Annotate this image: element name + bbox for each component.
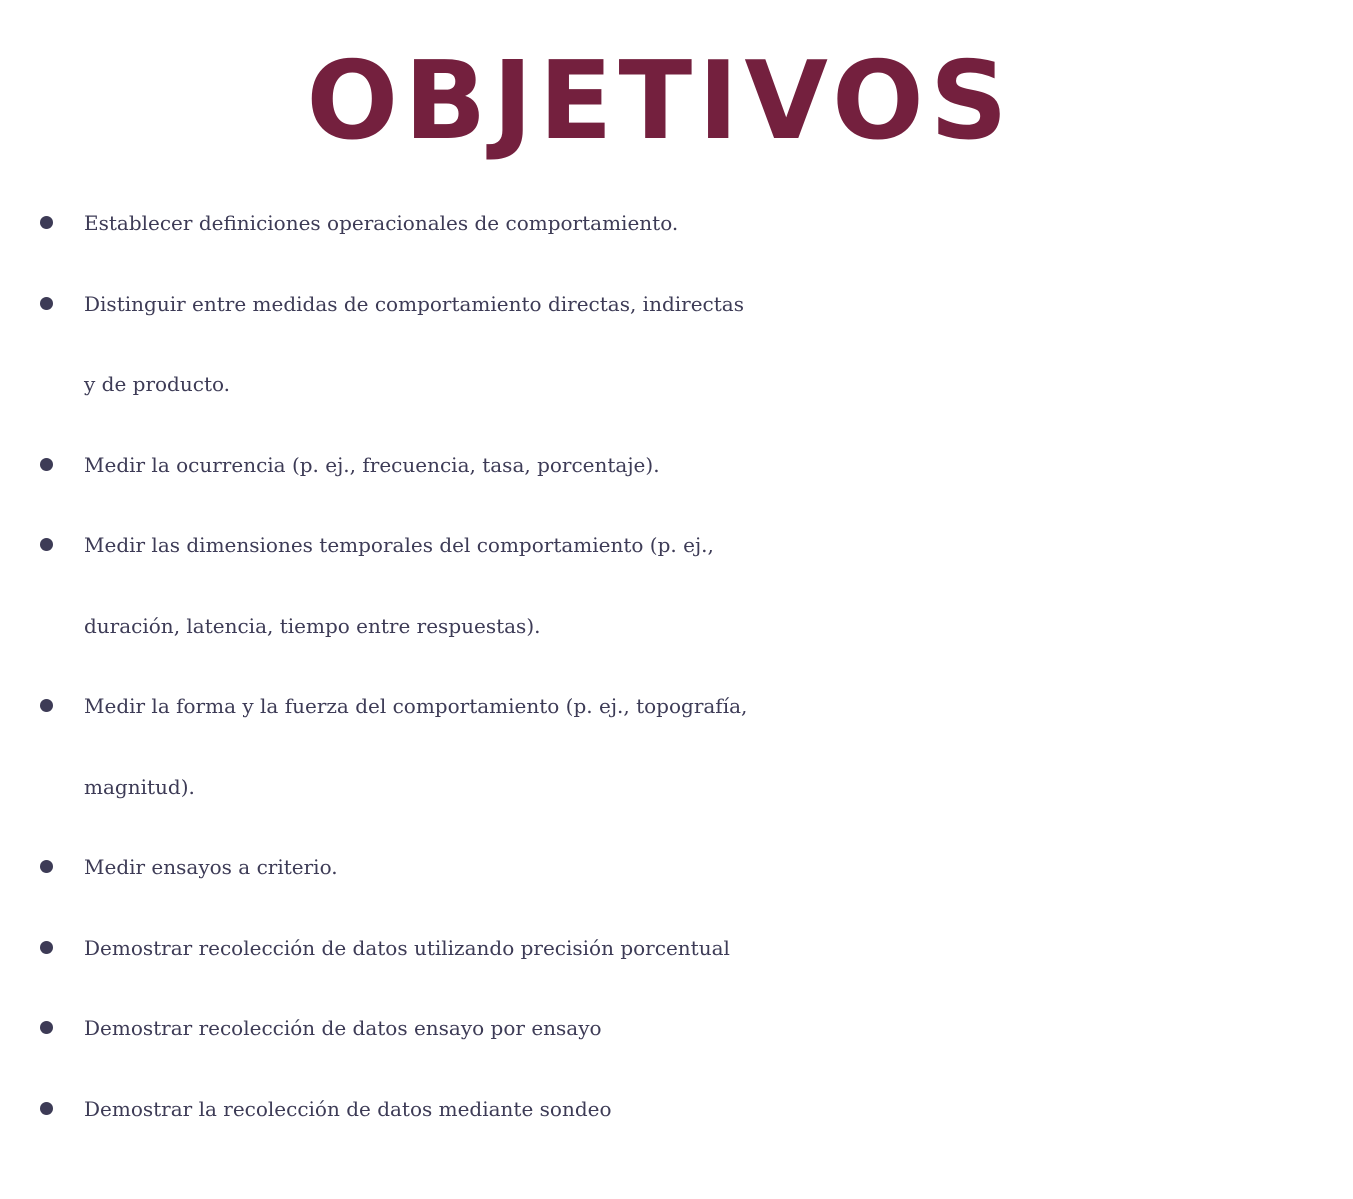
- list-item: [0, 264, 1340, 425]
- list-item: [0, 183, 1340, 264]
- bullet-icon: [40, 699, 53, 712]
- objective-line: Establecer definiciones operacionales de comportamiento.: [84, 211, 679, 235]
- bullet-icon: [40, 216, 53, 229]
- list-item: [0, 827, 1340, 908]
- objective-line: duración, latencia, tiempo entre respuestas).: [84, 613, 541, 638]
- objective-line: Medir ensayos a criterio.: [84, 855, 338, 879]
- list-item: [0, 666, 1340, 827]
- page-title: OBJETIVOS: [306, 39, 1014, 164]
- bullet-icon: [40, 941, 53, 954]
- list-item: [0, 988, 1340, 1069]
- objective-line: magnitud).: [84, 774, 195, 799]
- bullet-icon: [40, 1102, 53, 1115]
- objective-line: y de producto.: [84, 372, 231, 396]
- list-item: [0, 1069, 1340, 1150]
- objective-line: Demostrar recolección de datos utilizando precisión porcentual: [84, 935, 730, 960]
- objective-line: Distinguir entre medidas de comportamiento directas, indirectas: [84, 291, 744, 316]
- objective-line: Medir las dimensiones temporales del comportamiento (p. ej.,: [84, 533, 714, 557]
- objective-line: Medir la forma y la fuerza del comportamiento (p. ej., topografía,: [84, 694, 748, 718]
- list-item: [0, 505, 1340, 666]
- list-item: [0, 908, 1340, 989]
- objectives-list: [0, 183, 1340, 1149]
- bullet-icon: [40, 297, 53, 310]
- bullet-icon: [40, 860, 53, 873]
- list-item: [0, 425, 1340, 506]
- bullet-icon: [40, 458, 53, 471]
- objective-line: Demostrar recolección de datos ensayo por ensayo: [84, 1016, 602, 1040]
- bullet-icon: [40, 538, 53, 551]
- objective-line: Demostrar la recolección de datos mediante sondeo: [84, 1096, 612, 1121]
- bullet-icon: [40, 1021, 53, 1034]
- objective-line: Medir la ocurrencia (p. ej., frecuencia, tasa, porcentaje).: [84, 452, 660, 477]
